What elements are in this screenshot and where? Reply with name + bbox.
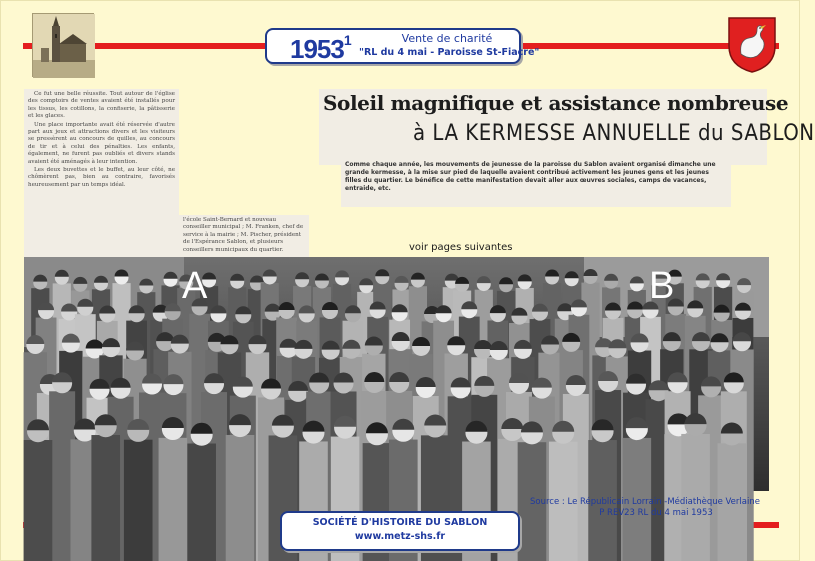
title-box — [265, 28, 540, 64]
source-line-1: Source : Le Républicain Lorrain -Médiathèque Verlaine — [530, 497, 760, 507]
event-title: Vente de charité — [401, 32, 493, 45]
footer-title: SOCIÉTÉ D'HISTOIRE DU SABLON — [312, 517, 488, 528]
headline-line-1: Soleil magnifique et assistance nombreuse — [323, 91, 789, 115]
coat-of-arms-icon — [727, 16, 777, 74]
event-source-line: "RL du 4 mai - Paroisse St-Fiacre" — [359, 47, 540, 58]
footer-url[interactable]: www.metz-shs.fr — [354, 531, 446, 542]
source-credit — [530, 497, 771, 519]
article-column-middle: l'école Saint-Bernard et nouveau conseiller municipal ; M. Franken, chef de service à la mairie ; M. Pischer, président de l'Espérance Sablon, et plusieurs conseillers municipaux du quartier. — [179, 215, 309, 259]
church-thumbnail — [32, 13, 94, 77]
source-line-2: P REV23 RL du 4 mai 1953 — [599, 508, 713, 518]
article-paragraph: Les deux buvettes et le buffet, au leur côté, ne chômèrent pas, bien au contraire, favorisés heureusement par un temps idéal. — [28, 167, 175, 188]
article-intro: Comme chaque année, les mouvements de jeunesse de la paroisse du Sablon avaient organisé dimanche une grande kermesse, à la mise sur pied de laquelle avaient contribué activement les jeunes gens et les jeunes filles du quartier. Le bénéfice de cette manifestation devait aller aux œuvres sociales, camps de vacances, entraide, etc. — [341, 159, 731, 207]
see-next-pages-note: voir pages suivantes — [409, 242, 513, 253]
year-heading: 1953$^1$ — [290, 32, 351, 64]
article-paragraph: Ce fut une belle réussite. Tout autour de l'église des comptoirs de ventes avaient été installés pour les tissus, les cotillons, la confiserie, la pâtisserie et les glaces. — [28, 91, 175, 120]
headline-line-2: à LA KERMESSE ANNUELLE du SABLON — [413, 121, 815, 146]
article-headline — [319, 89, 815, 165]
photo-label-a: A — [182, 265, 208, 307]
article-paragraph: Une place importante avait été réservée d'autre part aux jeux et attractions divers et les visiteurs se pressèrent au concours de quilles, au concours de tir et à celui des pénalties. Les enfants, également, ne furent pas oubliés et divers stands avaient été aménagés à leur intention. — [28, 121, 175, 165]
photo-label-b: B — [649, 265, 675, 307]
article-column-left — [24, 89, 179, 257]
footer-box — [280, 511, 520, 551]
